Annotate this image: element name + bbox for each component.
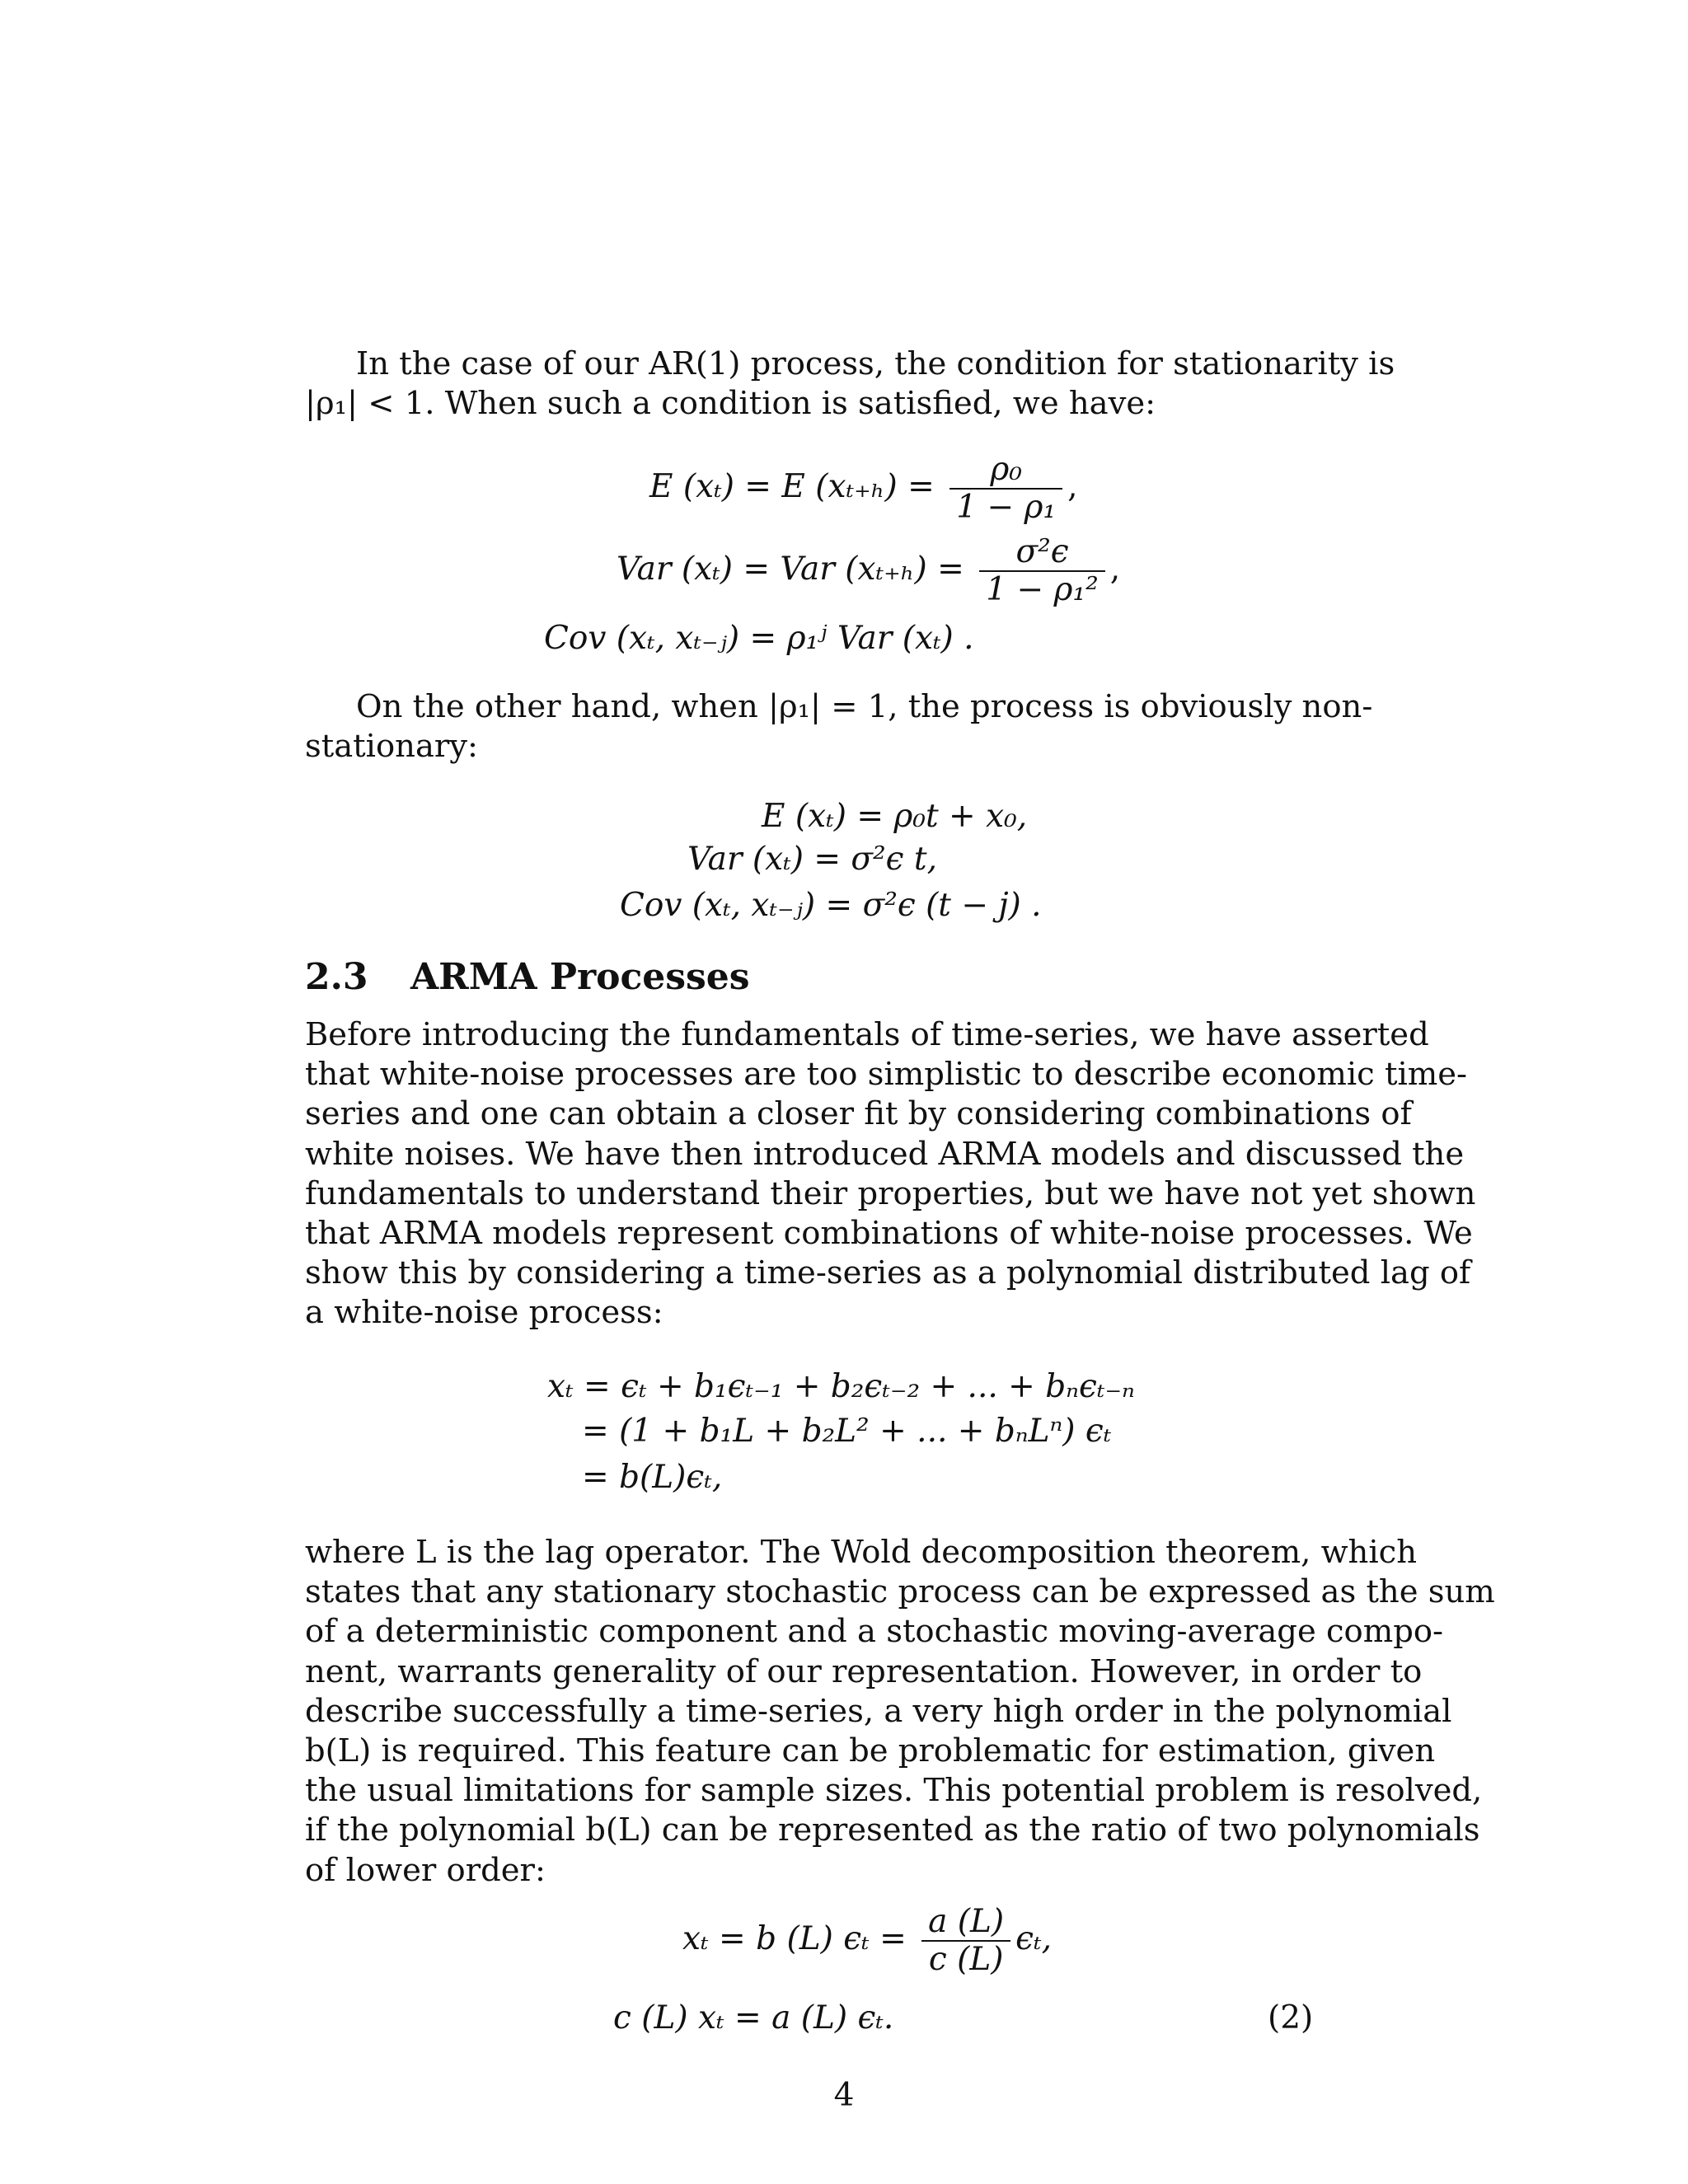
fraction-denominator: c (L) xyxy=(928,1941,1004,1978)
text-line: of lower order: xyxy=(305,1851,546,1889)
equation-rhs: σ²ϵ (t − j) . xyxy=(862,887,1042,924)
equation-tail: ϵₜ, xyxy=(1015,1920,1052,1957)
equation-rhs: ρ₁ʲ Var (xₜ) . xyxy=(786,620,974,657)
equation-relation: = xyxy=(719,1920,746,1957)
text-line: describe successfully a time-series, a very high order in the polynomial xyxy=(305,1692,1452,1730)
fraction xyxy=(921,1904,1010,1978)
text-line: In the case of our AR(1) process, the condition for stationarity is xyxy=(356,345,1395,382)
text-line: that white-noise processes are too simplistic to describe economic time- xyxy=(305,1056,1468,1094)
equation-relation: = xyxy=(749,620,777,657)
equation-relation: = xyxy=(937,551,964,588)
text-line: the usual limitations for sample sizes. This potential problem is resolved, xyxy=(305,1772,1483,1810)
equation-relation: = xyxy=(814,841,842,878)
equation-lag-3 xyxy=(582,1459,722,1496)
paragraph-stationarity xyxy=(305,344,1395,424)
section-number: 2.3 xyxy=(305,956,368,998)
fraction-numerator: σ²ϵ xyxy=(979,534,1104,572)
equation-rhs: ρ₀t + x₀, xyxy=(893,798,1028,835)
equation-tail: , xyxy=(1067,468,1078,505)
fraction-denominator: 1 − ρ₁ xyxy=(956,489,1057,526)
text-line: of a deterministic component and a stochastic moving-average compo- xyxy=(305,1613,1444,1651)
equation-mean xyxy=(649,452,1078,526)
section-heading xyxy=(305,956,750,998)
equation-rhs: a (L) ϵₜ. xyxy=(771,1999,894,2036)
equation-lhs: Var (xₜ) xyxy=(687,841,804,878)
equation-rhs: b(L)ϵₜ, xyxy=(619,1459,723,1496)
equation-covariance-nonstationary xyxy=(620,887,1042,924)
text-line: fundamentals to understand their properties, but we have not yet shown xyxy=(305,1174,1476,1212)
text-line: On the other hand, when |ρ₁| = 1, the process is obviously non- xyxy=(356,688,1373,725)
fraction-denominator: 1 − ρ₁² xyxy=(986,571,1099,608)
equation-lhs: Cov (xₜ, xₜ₋ⱼ) xyxy=(620,887,816,924)
text-line: where L is the lag operator. The Wold decomposition theorem, which xyxy=(305,1534,1418,1571)
equation-relation: = xyxy=(582,1459,609,1496)
text-line: if the polynomial b(L) can be represented as the ratio of two polynomials xyxy=(305,1811,1480,1849)
paragraph-nonstationary xyxy=(305,687,1373,766)
equation-rhs: ϵₜ + b₁ϵₜ₋₁ + b₂ϵₜ₋₂ + ... + bₙϵₜ₋ₙ xyxy=(621,1368,1135,1405)
text-line: nent, warrants generality of our representation. However, in order to xyxy=(305,1652,1423,1690)
equation-number: (2) xyxy=(1268,1999,1314,2036)
equation-variance-nonstationary xyxy=(687,841,937,878)
equation-relation: = xyxy=(584,1368,611,1405)
page-number: 4 xyxy=(833,2077,855,2114)
equation-lhs: E (xₜ) = E (xₜ₊ₕ) xyxy=(649,468,898,505)
equation-relation: = xyxy=(856,798,884,835)
text-line: states that any stationary stochastic process can be expressed as the sum xyxy=(305,1573,1495,1611)
section-title: ARMA Processes xyxy=(410,956,750,998)
fraction-numerator: ρ₀ xyxy=(950,452,1062,490)
equation-middle: b (L) ϵₜ = xyxy=(756,1920,907,1957)
equation-mean-nonstationary xyxy=(762,798,1027,835)
text-line: stationary: xyxy=(305,728,479,766)
fraction xyxy=(950,452,1062,526)
text-line: Before introducing the fundamentals of time-series, we have asserted xyxy=(305,1016,1429,1053)
text-line: show this by considering a time-series as a polynomial distributed lag of xyxy=(305,1254,1471,1292)
equation-lhs: Cov (xₜ, xₜ₋ⱼ) xyxy=(544,620,740,657)
text-line: white noises. We have then introduced ARMA models and discussed the xyxy=(305,1135,1465,1173)
fraction xyxy=(979,534,1104,608)
equation-relation: = xyxy=(825,887,853,924)
equation-relation: = xyxy=(734,1999,762,2036)
paragraph-arma-intro xyxy=(305,1015,1476,1333)
equation-lhs: xₜ xyxy=(682,1920,709,1957)
equation-lhs: E (xₜ) xyxy=(762,798,846,835)
equation-rhs: σ²ϵ t, xyxy=(851,841,937,878)
equation-lhs: c (L) xₜ xyxy=(613,1999,724,2036)
equation-lag-2 xyxy=(582,1413,1111,1450)
equation-ratio-1 xyxy=(682,1904,1052,1978)
equation-covariance xyxy=(544,620,974,657)
text-line: a white-noise process: xyxy=(305,1294,663,1332)
equation-ratio-2 xyxy=(613,1999,893,2036)
text-line: |ρ₁| < 1. When such a condition is satisfied, we have: xyxy=(305,385,1156,423)
equation-lhs: xₜ xyxy=(547,1368,574,1405)
text-line: that ARMA models represent combinations of white-noise processes. We xyxy=(305,1215,1473,1253)
equation-relation: = xyxy=(582,1413,609,1450)
fraction-numerator: a (L) xyxy=(921,1904,1010,1942)
equation-variance xyxy=(617,534,1120,608)
equation-rhs: (1 + b₁L + b₂L² + ... + bₙLⁿ) ϵₜ xyxy=(619,1413,1112,1450)
text-line: series and one can obtain a closer fit by considering combinations of xyxy=(305,1095,1412,1133)
equation-tail: , xyxy=(1109,551,1121,588)
equation-lhs: Var (xₜ) = Var (xₜ₊ₕ) xyxy=(617,551,927,588)
equation-lag-1 xyxy=(547,1368,1135,1405)
paragraph-wold xyxy=(305,1533,1495,1891)
text-line: b(L) is required. This feature can be problematic for estimation, given xyxy=(305,1732,1436,1770)
equation-relation: = xyxy=(907,468,935,505)
